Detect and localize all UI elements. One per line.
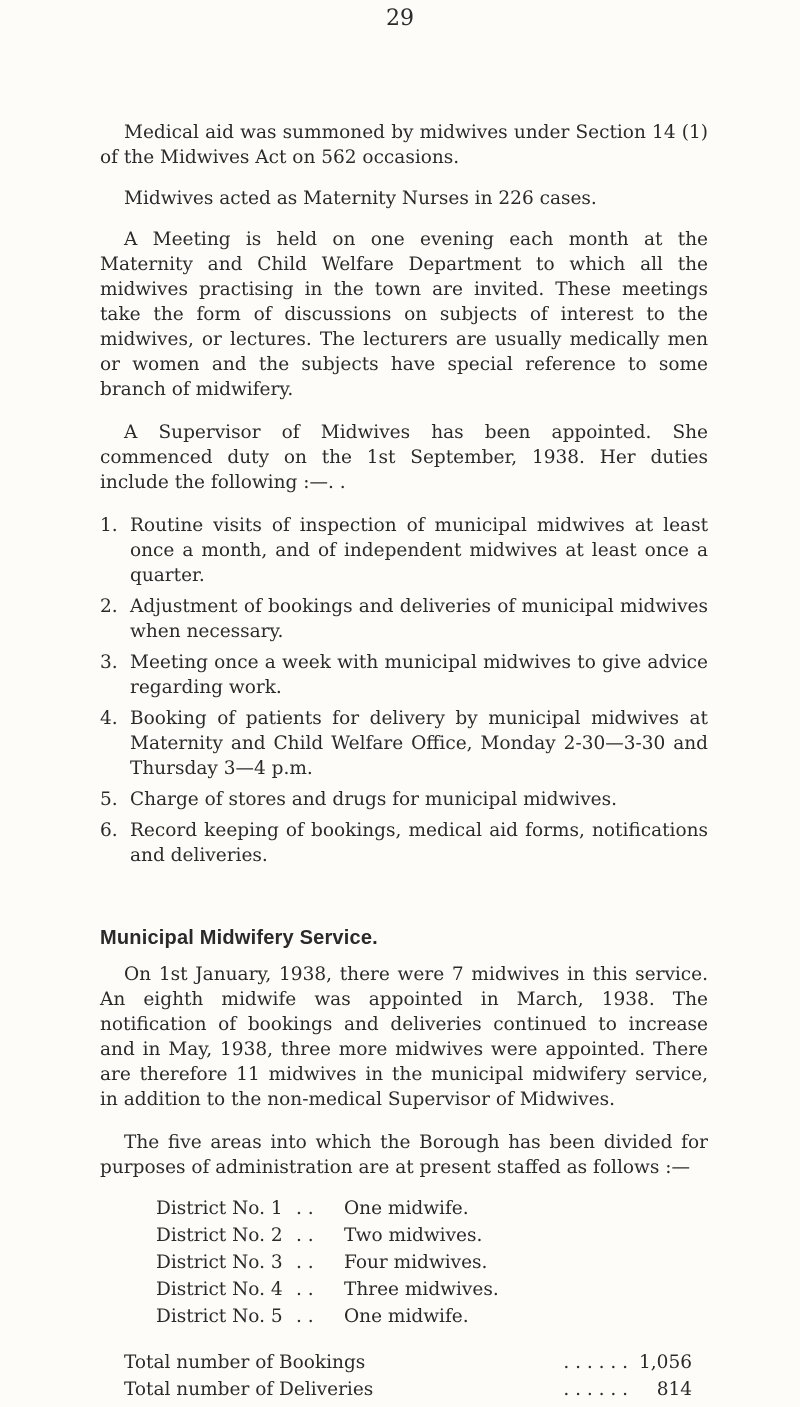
list-item [100, 787, 708, 812]
district-staff: One midwife. [344, 1198, 469, 1219]
totals-block [124, 1349, 692, 1403]
district-name: District No. 3 [156, 1252, 283, 1273]
table-row [156, 1196, 564, 1223]
list-item-text: Booking of patients for delivery by municipal midwives at Maternity and Child Welfare Office, Monday 2-30—3-30 and Thursday 3—4 p.m. [130, 708, 708, 779]
section-heading: Municipal Midwifery Service. [100, 927, 378, 949]
paragraph-service-history: On 1st January, 1938, there were 7 midwives in this service. An eighth midwife was appointed in March, 1938. The notification of bookings and deliveries continued to increase and in May, 1938, three more midwives were appointed. There are therefore 11 midwives in the municipal midwifery service, in addition to the non-medical Supervisor of Midwives. [100, 964, 708, 1110]
leader-dots: . . [296, 1306, 314, 1327]
list-item [100, 594, 708, 644]
leader-dots: . . . . . . [563, 1352, 628, 1373]
paragraph-maternity-nurses: Midwives acted as Maternity Nurses in 226 cases. [124, 188, 597, 209]
list-item-number: 4. [100, 708, 118, 729]
total-value: 814 [656, 1379, 692, 1400]
table-row [156, 1250, 564, 1277]
table-row [156, 1277, 564, 1304]
district-name: District No. 2 [156, 1225, 283, 1246]
districts-table [156, 1196, 564, 1331]
leader-dots: . . [296, 1279, 314, 1300]
total-value: 1,056 [639, 1352, 692, 1373]
total-bookings-row [124, 1349, 692, 1376]
table-row [156, 1223, 564, 1250]
list-item-text: Charge of stores and drugs for municipal midwives. [130, 789, 617, 810]
leader-dots: . . . . . . [563, 1379, 628, 1400]
page-number: 29 [386, 6, 414, 31]
district-name: District No. 4 [156, 1279, 283, 1300]
list-item-text: Record keeping of bookings, medical aid forms, notifications and deliveries. [130, 820, 708, 866]
district-staff: One midwife. [344, 1306, 469, 1327]
list-item [100, 818, 708, 868]
list-item [100, 650, 708, 700]
total-deliveries-row [124, 1376, 692, 1403]
list-item-number: 1. [100, 515, 118, 536]
paragraph-supervisor: A Supervisor of Midwives has been appointed. She commenced duty on the 1st September, 1938. Her duties include the following :—. . [100, 422, 708, 493]
duties-list [100, 513, 708, 868]
district-staff: Four midwives. [344, 1252, 488, 1273]
leader-dots: . . [296, 1225, 314, 1246]
district-staff: Three midwives. [344, 1279, 499, 1300]
paragraph-areas: The five areas into which the Borough has been divided for purposes of administration are at present staffed as follows :— [100, 1132, 708, 1178]
list-item [100, 706, 708, 781]
list-item-number: 5. [100, 789, 118, 810]
list-item-number: 6. [100, 820, 118, 841]
total-label: Total number of Bookings [124, 1352, 366, 1373]
leader-dots: . . [296, 1198, 314, 1219]
table-row [156, 1304, 564, 1331]
document-body [100, 120, 708, 1403]
list-item-number: 3. [100, 652, 118, 673]
district-name: District No. 1 [156, 1198, 283, 1219]
list-item-text: Meeting once a week with municipal midwives to give advice regarding work. [130, 652, 708, 698]
district-staff: Two midwives. [344, 1225, 483, 1246]
leader-dots: . . [296, 1252, 314, 1273]
list-item-text: Routine visits of inspection of municipal midwives at least once a month, and of independent midwives at least once a quarter. [130, 515, 708, 586]
list-item [100, 513, 708, 588]
list-item-text: Adjustment of bookings and deliveries of municipal midwives when necessary. [130, 596, 708, 642]
paragraph-medical-aid: Medical aid was summoned by midwives under Section 14 (1) of the Midwives Act on 562 occasions. [100, 122, 708, 168]
district-name: District No. 5 [156, 1306, 283, 1327]
list-item-number: 2. [100, 596, 118, 617]
total-label: Total number of Deliveries [124, 1379, 374, 1400]
paragraph-meetings: A Meeting is held on one evening each month at the Maternity and Child Welfare Department to which all the midwives practising in the town are invited. These meetings take the form of discussions on subjects of interest to the midwives, or lectures. The lecturers are usually medically men or women and the subjects have special reference to some branch of midwifery. [100, 229, 708, 400]
